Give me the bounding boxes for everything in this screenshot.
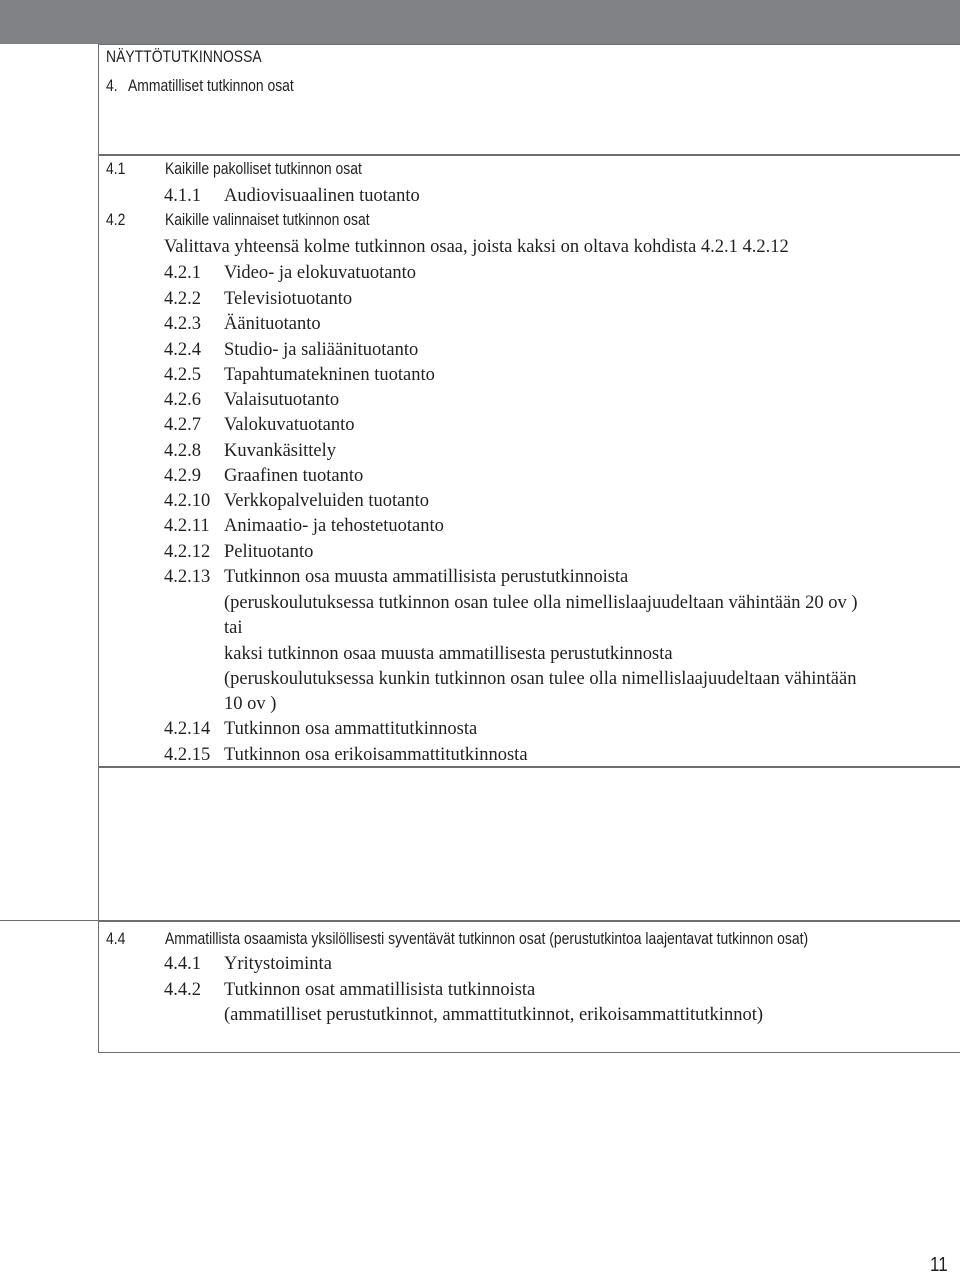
subtitle: Ammatilliset tutkinnon osat: [128, 76, 294, 95]
item-label: Studio- ja saliäänituotanto: [224, 340, 419, 360]
item-label: Valokuvatuotanto: [224, 415, 355, 435]
item-num: 4.4.1: [164, 954, 201, 974]
item-label: Televisiotuotanto: [224, 289, 353, 309]
section-4-1-num: 4.1: [106, 159, 126, 178]
item-num: 4.2.7: [164, 415, 201, 435]
page-title: NÄYTTÖTUTKINNOSSA: [106, 47, 262, 66]
item-label: Äänituotanto: [224, 314, 321, 334]
item-num: 4.2.11: [164, 516, 210, 536]
item-label: Kuvankäsittely: [224, 441, 337, 461]
item-num: 4.2.15: [164, 745, 211, 765]
top-bar: [0, 0, 960, 44]
section-4-1-label: Kaikille pakolliset tutkinnon osat: [165, 159, 362, 178]
item-detail-line: (peruskoulutuksessa tutkinnon osan tulee olla nimellislaajuudeltaan vähintään 20 ov ): [224, 593, 858, 613]
item-detail-line: (ammatilliset perustutkinnot, ammattitutkinnot, erikoisammattitutkinnot): [224, 1005, 763, 1025]
item-num: 4.1.1: [164, 186, 201, 206]
item-label: Tutkinnon osa erikoisammattitutkinnosta: [224, 745, 528, 765]
item-label: Tutkinnon osa ammattitutkinnosta: [224, 719, 478, 739]
section-4-2-note: Valittava yhteensä kolme tutkinnon osaa, joista kaksi on oltava kohdista 4.2.1 4.2.12: [164, 237, 789, 257]
section-4-4-label: Ammatillista osaamista yksilöllisesti syventävät tutkinnon osat (perustutkintoa laajentavat tutkinnon osat): [165, 929, 809, 948]
item-num: 4.2.14: [164, 719, 211, 739]
item-num: 4.2.3: [164, 314, 201, 334]
subtitle-num: 4.: [106, 76, 118, 95]
item-detail-line: (peruskoulutuksessa kunkin tutkinnon osan tulee olla nimellislaajuudeltaan vähintään: [224, 669, 857, 689]
item-num: 4.2.10: [164, 491, 211, 511]
item-label: Tutkinnon osat ammatillisista tutkinnoista: [224, 980, 536, 1000]
item-num: 4.2.13: [164, 567, 211, 587]
divider-line: [0, 920, 98, 921]
item-num: 4.2.5: [164, 365, 201, 385]
section-4-2-label: Kaikille valinnaiset tutkinnon osat: [165, 210, 370, 229]
item-label: Graafinen tuotanto: [224, 466, 364, 486]
item-label: Verkkopalveluiden tuotanto: [224, 491, 429, 511]
item-detail-line: 10 ov ): [224, 694, 277, 714]
section-4-4-num: 4.4: [106, 929, 126, 948]
item-label: Pelituotanto: [224, 542, 314, 562]
section-4-2-num: 4.2: [106, 210, 126, 229]
item-num: 4.2.12: [164, 542, 211, 562]
item-num: 4.2.6: [164, 390, 201, 410]
item-num: 4.2.1: [164, 263, 201, 283]
item-num: 4.2.9: [164, 466, 201, 486]
page-number: 11: [930, 1254, 948, 1276]
item-num: 4.4.2: [164, 980, 201, 1000]
item-num: 4.2.4: [164, 340, 201, 360]
item-label: Yritystoiminta: [224, 954, 332, 974]
item-num: 4.2.8: [164, 441, 201, 461]
item-label: Valaisutuotanto: [224, 390, 340, 410]
item-num: 4.2.2: [164, 289, 201, 309]
item-detail-line: kaksi tutkinnon osaa muusta ammatillisesta perustutkinnosta: [224, 644, 673, 664]
item-label: Tapahtumatekninen tuotanto: [224, 365, 435, 385]
item-label: Video- ja elokuvatuotanto: [224, 263, 417, 283]
item-detail-line: tai: [224, 618, 243, 638]
empty-box: [98, 767, 960, 921]
item-label: Tutkinnon osa muusta ammatillisista perustutkinnoista: [224, 567, 629, 587]
item-label: Audiovisuaalinen tuotanto: [224, 186, 420, 206]
item-label: Animaatio- ja tehostetuotanto: [224, 516, 444, 536]
